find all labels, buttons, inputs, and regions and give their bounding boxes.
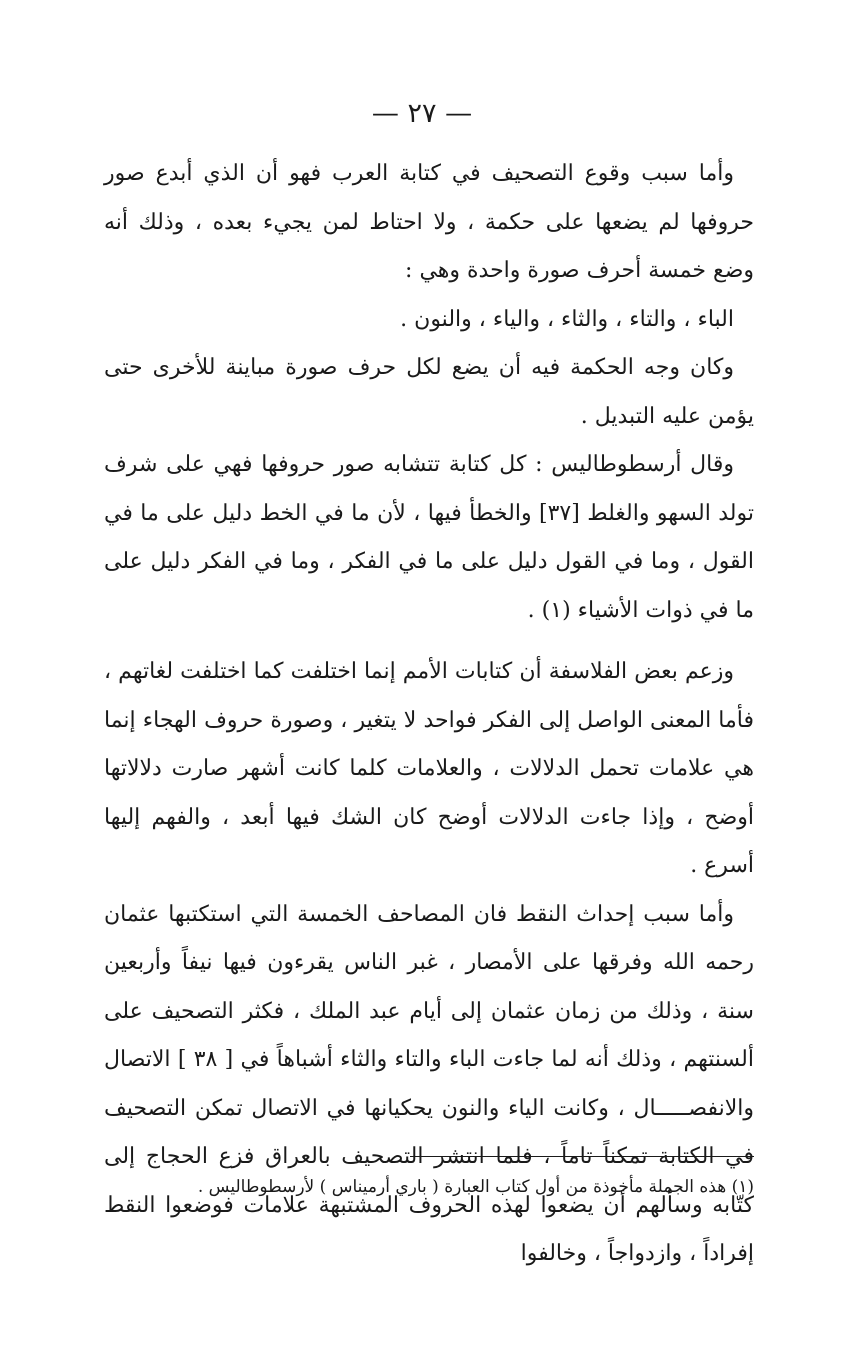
body-text <box>104 150 754 1279</box>
footnote-divider <box>410 1156 754 1157</box>
paragraph-aristotle: وقال أرسطوطاليس : كل كتابة تتشابه صور حروفها فهي على شرف تولد السهو والغلط [٣٧] والخطأ فيها ، لأن ما في الخط دليل على ما في القول ، وما في القول دليل على ما في الفكر ، وما في الفكر دليل على ما في ذوات الأشياء (١) . <box>104 452 754 623</box>
paragraph-letters-list: الباء ، والتاء ، والثاء ، والياء ، والنون . <box>400 306 734 332</box>
paragraph-philosophers: وزعم بعض الفلاسفة أن كتابات الأمم إنما اختلفت كما اختلفت لغاتهم ، فأما المعنى الواصل إلى الفكر فواحد لا يتغير ، وصورة حروف الهجاء إنما هي علامات تحمل الدلالات ، والعلامات كلما كانت أشهر صارت دلالاتها أوضح ، وإذا جاءت الدلالات أوضح كان الشك فيها أبعد ، والفهم إليها أسرع . <box>104 659 754 878</box>
page-number: — ٢٧ — <box>371 98 473 129</box>
paragraph-dotting-origin: وأما سبب إحداث النقط فان المصاحف الخمسة التي استكتبها عثمان رحمه الله وفرقها على الأمصار ، غبر الناس يقرءون فيها نيفاً وأربعين سنة ، وذلك من زمان عثمان إلى أيام عبد الملك ، فكثر التصحيف على ألسنتهم ، وذلك أنه لما جاءت الباء والتاء والثاء أشباهاً في [ ٣٨ ] الاتصال والانفصـــــال ، وكانت الياء والنون يحكيانها في الاتصال تمكن التصحيف في الكتابة تمكناً تاماً ، فلما انتشر التصحيف بالعراق فزع الحجاج إلى كتّابه وسألهم أن يضعوا لهذه الحروف المشتبهة علامات فوضعوا النقط إفراداً ، وازدواجاً ، وخالفوا <box>104 901 754 1266</box>
paragraph-sources-of-tashif: وأما سبب وقوع التصحيف في كتابة العرب فهو أن الذي أبدع صور حروفها لم يضعها على حكمة ، ولا احتاط لمن يجيء بعده ، وذلك أنه وضع خمسة أحرف صورة واحدة وهي : <box>104 161 754 283</box>
paragraph-wisdom: وكان وجه الحكمة فيه أن يضع لكل حرف صورة مباينة للأخرى حتى يؤمن عليه التبديل . <box>104 355 754 429</box>
footnote: (١) هذه الجملة مأخوذة من أول كتاب العبارة ( باري أرميناس ) لأرسطوطاليس . <box>197 1177 754 1197</box>
